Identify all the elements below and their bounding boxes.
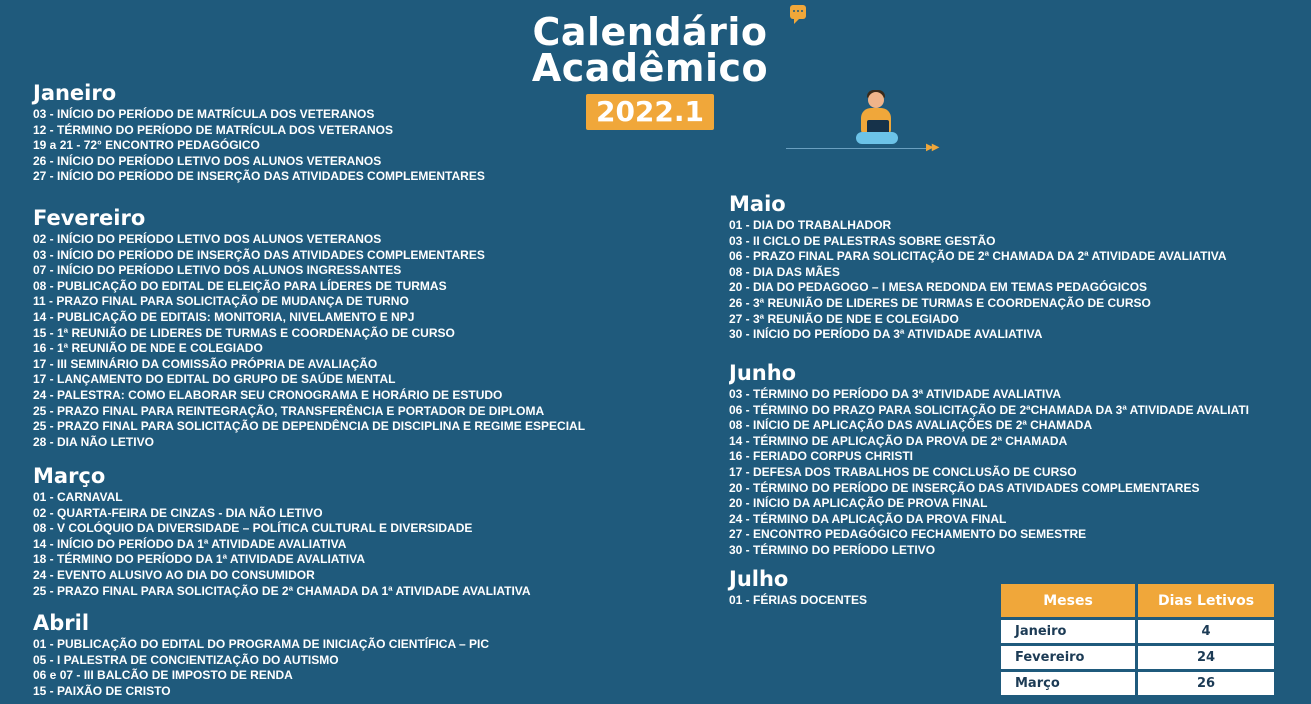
chat-bubble-icon	[790, 5, 806, 19]
month-julho	[729, 566, 867, 609]
event-item: 27 - 3ª REUNIÃO DE NDE E COLEGIADO	[729, 311, 959, 326]
event-item: 17 - LANÇAMENTO DO EDITAL DO GRUPO DE SAÚDE MENTAL	[33, 372, 396, 387]
month-junho	[729, 360, 1311, 559]
event-item: 05 - I PALESTRA DE CONCIENTIZAÇÃO DO AUTISMO	[33, 652, 339, 667]
page-title-line1: Calendário	[532, 10, 768, 54]
event-item: 16 - 1ª REUNIÃO DE NDE E COLEGIADO	[33, 341, 263, 356]
event-list	[729, 218, 1227, 343]
event-item: 25 - PRAZO FINAL PARA SOLICITAÇÃO DE 2ª CHAMADA DA 1ª ATIVIDADE AVALIATIVA	[33, 583, 531, 598]
table-row	[1001, 672, 1274, 695]
month-title: Janeiro	[33, 81, 117, 105]
event-item: 08 - INÍCIO DE APLICAÇÃO DAS AVALIAÇÕES DE 2ª CHAMADA	[729, 418, 1093, 433]
event-item: 26 - 3ª REUNIÃO DE LIDERES DE TURMAS E COORDENAÇÃO DE CURSO	[729, 295, 1151, 310]
event-list	[33, 107, 485, 185]
event-item: 14 - INÍCIO DO PERÍODO DA 1ª ATIVIDADE AVALIATIVA	[33, 536, 347, 551]
cell-month: Fevereiro	[1001, 646, 1135, 669]
event-item: 01 - CARNAVAL	[33, 490, 123, 504]
event-item: 03 - INÍCIO DO PERÍODO DE MATRÍCULA DOS VETERANOS	[33, 107, 375, 121]
event-list	[729, 387, 1311, 559]
month-title: Junho	[729, 361, 797, 385]
month-fevereiro	[33, 205, 585, 450]
event-item: 08 - PUBLICAÇÃO DO EDITAL DE ELEIÇÃO PARA LÍDERES DE TURMAS	[33, 278, 447, 293]
event-item: 24 - PALESTRA: COMO ELABORAR SEU CRONOGRAMA E HORÁRIO DE ESTUDO	[33, 387, 503, 402]
event-item: 11 - PRAZO FINAL PARA SOLICITAÇÃO DE MUDANÇA DE TURNO	[33, 294, 409, 309]
event-item: 25 - PRAZO FINAL PARA REINTEGRAÇÃO, TRANSFERÊNCIA E PORTADOR DE DIPLOMA	[33, 403, 545, 418]
page-title-line2: Acadêmico	[531, 46, 769, 90]
month-title: Maio	[729, 192, 786, 216]
event-item: 17 - DEFESA DOS TRABALHOS DE CONCLUSÃO DE CURSO	[729, 464, 1077, 479]
event-item: 08 - V COLÓQUIO DA DIVERSIDADE – POLÍTICA CULTURAL E DIVERSIDADE	[33, 521, 473, 536]
illustration-line	[786, 148, 926, 149]
student-head	[868, 92, 884, 108]
event-item: 15 - 1ª REUNIÃO DE LIDERES DE TURMAS E COORDENAÇÃO DE CURSO	[33, 325, 455, 340]
header-dias-letivos: Dias Letivos	[1138, 584, 1274, 617]
month-maio	[729, 191, 1227, 343]
event-item: 16 - FERIADO CORPUS CHRISTI	[729, 449, 914, 464]
year-badge: 2022.1	[586, 94, 714, 130]
cell-days: 24	[1138, 646, 1274, 669]
event-list	[33, 637, 489, 699]
double-arrow-icon: ▶▶	[926, 142, 938, 153]
event-item: 14 - PUBLICAÇÃO DE EDITAIS: MONITORIA, NIVELAMENTO E NPJ	[33, 309, 415, 324]
table-row	[1001, 646, 1274, 669]
event-item: 03 - II CICLO DE PALESTRAS SOBRE GESTÃO	[729, 233, 996, 248]
table-header-row	[1001, 584, 1274, 617]
event-item: 27 - INÍCIO DO PERÍODO DE INSERÇÃO DAS ATIVIDADES COMPLEMENTARES	[33, 169, 485, 184]
event-item: 03 - TÉRMINO DO PERÍODO DA 3ª ATIVIDADE AVALIATIVA	[729, 387, 1062, 401]
event-item: 28 - DIA NÃO LETIVO	[33, 434, 154, 449]
event-item: 15 - PAIXÃO DE CRISTO	[33, 683, 171, 698]
event-item: 24 - TÉRMINO DA APLICAÇÃO DA PROVA FINAL	[729, 511, 1007, 526]
event-item: 20 - INÍCIO DA APLICAÇÃO DE PROVA FINAL	[729, 496, 988, 511]
event-list	[33, 490, 531, 599]
event-item: 12 - TÉRMINO DO PERÍODO DE MATRÍCULA DOS VETERANOS	[33, 122, 394, 137]
calendar-header	[470, 10, 830, 130]
event-item: 27 - ENCONTRO PEDAGÓGICO FECHAMENTO DO SEMESTRE	[729, 527, 1087, 542]
event-item: 01 - PUBLICAÇÃO DO EDITAL DO PROGRAMA DE INICIAÇÃO CIENTÍFICA – PIC	[33, 637, 490, 651]
event-item: 24 - EVENTO ALUSIVO AO DIA DO CONSUMIDOR	[33, 567, 315, 582]
event-item: 25 - PRAZO FINAL PARA SOLICITAÇÃO DE DEPENDÊNCIA DE DISCIPLINA E REGIME ESPECIAL	[33, 419, 586, 434]
event-item: 26 - INÍCIO DO PERÍODO LETIVO DOS ALUNOS VETERANOS	[33, 153, 382, 168]
event-item: 03 - INÍCIO DO PERÍODO DE INSERÇÃO DAS ATIVIDADES COMPLEMENTARES	[33, 247, 485, 262]
event-item: 20 - TÉRMINO DO PERÍODO DE INSERÇÃO DAS ATIVIDADES COMPLEMENTARES	[729, 480, 1200, 495]
cell-month: Março	[1001, 672, 1135, 695]
event-item: 02 - QUARTA-FEIRA DE CINZAS - DIA NÃO LETIVO	[33, 505, 323, 520]
event-item: 17 - III SEMINÁRIO DA COMISSÃO PRÓPRIA DE AVALIAÇÃO	[33, 356, 378, 371]
dias-letivos-table	[998, 581, 1277, 698]
month-abril	[33, 610, 489, 699]
table-row	[1001, 620, 1274, 643]
month-janeiro	[33, 80, 485, 185]
event-item: 19 a 21 - 72° ENCONTRO PEDAGÓGICO	[33, 138, 260, 153]
student-legs	[856, 132, 898, 144]
event-item: 02 - INÍCIO DO PERÍODO LETIVO DOS ALUNOS VETERANOS	[33, 232, 382, 246]
event-item: 08 - DIA DAS MÃES	[729, 264, 840, 279]
event-item: 18 - TÉRMINO DO PERÍODO DA 1ª ATIVIDADE AVALIATIVA	[33, 552, 366, 567]
event-item: 30 - INÍCIO DO PERÍODO DA 3ª ATIVIDADE AVALIATIVA	[729, 327, 1043, 342]
event-item: 01 - FÉRIAS DOCENTES	[729, 593, 868, 607]
cell-days: 26	[1138, 672, 1274, 695]
event-item: 30 - TÉRMINO DO PERÍODO LETIVO	[729, 542, 936, 557]
event-list	[729, 593, 867, 609]
student-laptop-illustration	[786, 92, 956, 162]
event-item: 06 e 07 - III BALCÃO DE IMPOSTO DE RENDA	[33, 668, 293, 683]
event-item: 06 - PRAZO FINAL PARA SOLICITAÇÃO DE 2ª CHAMADA DA 2ª ATIVIDADE AVALIATIVA	[729, 249, 1227, 264]
event-list	[33, 232, 585, 450]
event-item: 01 - DIA DO TRABALHADOR	[729, 218, 892, 232]
header-meses: Meses	[1001, 584, 1135, 617]
event-item: 14 - TÉRMINO DE APLICAÇÃO DA PROVA DE 2ª CHAMADA	[729, 433, 1068, 448]
month-title: Fevereiro	[33, 206, 146, 230]
month-marco	[33, 463, 531, 599]
month-title: Março	[33, 464, 106, 488]
month-title: Abril	[33, 611, 90, 635]
month-title: Julho	[729, 567, 789, 591]
event-item: 20 - DIA DO PEDAGOGO – I MESA REDONDA EM TEMAS PEDAGÓGICOS	[729, 280, 1148, 295]
event-item: 07 - INÍCIO DO PERÍODO LETIVO DOS ALUNOS INGRESSANTES	[33, 263, 402, 278]
cell-days: 4	[1138, 620, 1274, 643]
event-item: 06 - TÉRMINO DO PRAZO PARA SOLICITAÇÃO DE 2ªCHAMADA DA 3ª ATIVIDADE AVALIATI	[729, 402, 1250, 417]
cell-month: Janeiro	[1001, 620, 1135, 643]
